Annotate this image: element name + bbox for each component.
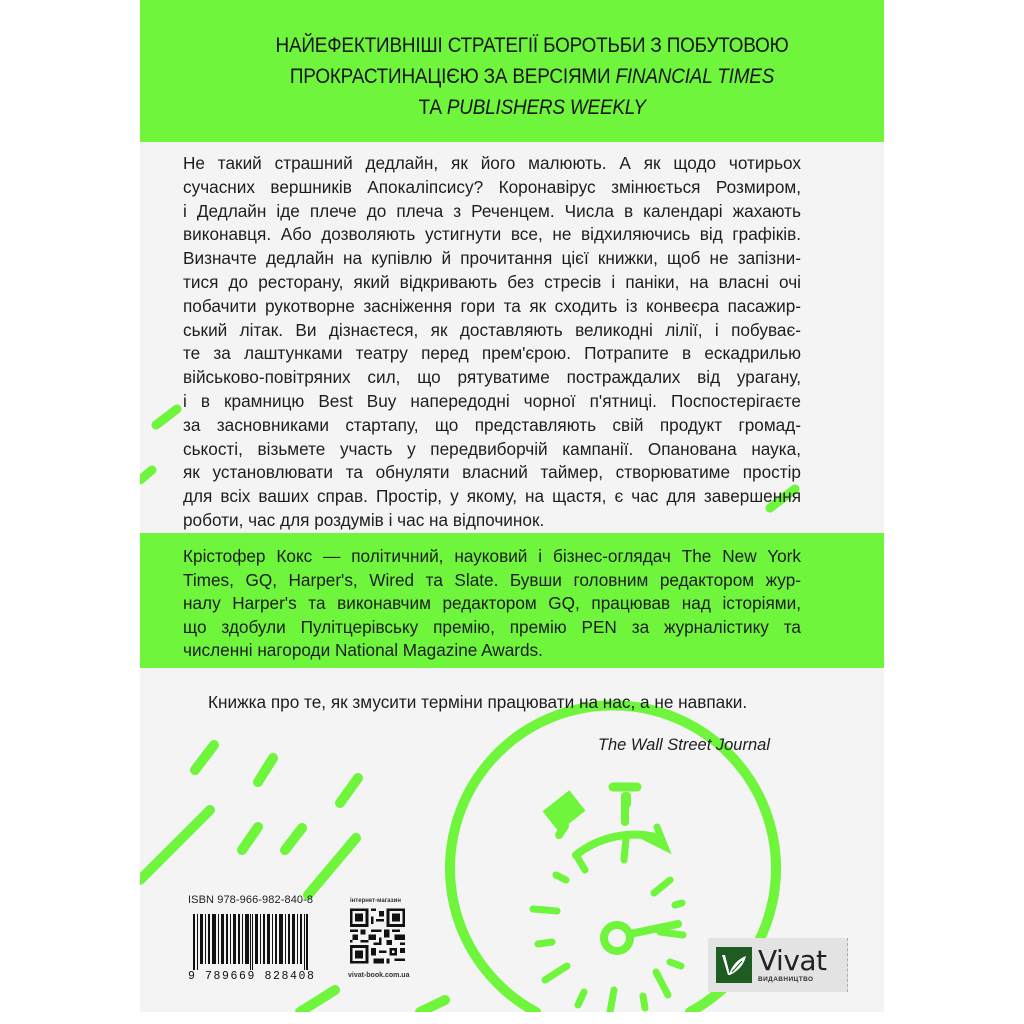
- blurb-line: для всіх ваших справ. Простір, у якому, на щастя, є час для завершення: [183, 486, 801, 507]
- blurb-line: військово-повітряних сил, що рятуватиме постраждалих від урагану,: [183, 367, 801, 388]
- quote-source: The Wall Street Journal: [597, 736, 770, 754]
- blurb-line: ський літак. Ви дізнаєтеся, як доставляють великодні лілії, і побуває-: [183, 319, 801, 340]
- bio-line: налу Harper's та виконавчим редактором GQ, працював над історіями,: [183, 593, 801, 614]
- headline-line-3: [418, 92, 645, 123]
- blurb-line: за засновниками стартапу, що представляють свій продукт громад-: [183, 414, 801, 435]
- publisher-subtitle: ВИДАВНИЦТВО: [758, 976, 814, 983]
- author-bio: [183, 545, 801, 663]
- blurb-line: побачити рукотворне засніження гори та як сходить із конвеєра пасажир-: [183, 295, 801, 316]
- blurb-line: сучасних вершників Апокаліпсису? Коронавірус змінюється Розмиром,: [183, 176, 801, 197]
- qr-code-icon[interactable]: [350, 908, 405, 964]
- isbn-label: ISBN 978-966-982-840-8: [188, 894, 314, 906]
- headline-text: ТА: [418, 95, 447, 119]
- blurb-line: як установлювати та обнуляти власний таймер, створюватиме простір: [183, 462, 801, 483]
- blurb-line: і в крамницю Best Buy напередодні чорної п'ятниці. Поспостерігаєте: [183, 390, 801, 411]
- headline-line-1: [275, 30, 788, 61]
- book-back-cover: [140, 0, 884, 1012]
- headline-line-2: [290, 61, 774, 92]
- bio-line: Times, GQ, Harper's, Wired та Slate. Бувши головним редактором жур-: [183, 569, 801, 590]
- bio-line: що здобули Пулітцерівську премію, премію PEN за журналістику та: [183, 616, 801, 637]
- headline-italic: PUBLISHERS WEEKLY: [446, 95, 646, 119]
- bio-line: численні нагороди National Magazine Awards.: [183, 640, 543, 661]
- feather-logo-icon: [716, 947, 752, 983]
- bio-line: Крістофер Кокс — політичний, науковий і бізнес-оглядач The New York: [183, 546, 801, 566]
- headline-italic: FINANCIAL TIMES: [615, 64, 775, 88]
- blurb-line: Не такий страшний дедлайн, як його малюють. А як щодо чотирьох: [183, 153, 801, 173]
- headline-band: [140, 0, 884, 142]
- barcode-digits: 9 789669 828408: [188, 970, 316, 983]
- qr-label: інтернет-магазин: [350, 898, 401, 904]
- blurb-line: те за лаштунками театру перед прем'єрою. Потрапите в ескадрилью: [183, 343, 801, 364]
- blurb-line: Визначте дедлайн на купівлю й прочитання цієї книжки, щоб не запізни-: [183, 248, 801, 269]
- author-bio-band: [140, 533, 884, 668]
- blurb-line: ськості, візьмете участь у передвиборчій кампанії. Опанована наука,: [183, 438, 801, 459]
- review-quote: Книжка про те, як змусити терміни працювати на нас, а не навпаки.: [208, 692, 748, 712]
- qr-url: vivat-book.com.ua: [348, 972, 410, 979]
- book-blurb: [183, 152, 801, 533]
- blurb-line: роботи, час для роздумів і час на відпочинок.: [183, 509, 545, 530]
- headline-text: НАЙЕФЕКТИВНІШІ СТРАТЕГІЇ БОРОТЬБИ З ПОБУТОВОЮ: [275, 33, 789, 57]
- blurb-line: виконавця. Або дозволяють устигнути все, не відхиляючись від графіків.: [183, 224, 801, 245]
- headline-text: ПРОКРАСТИНАЦІЄЮ ЗА ВЕРСІЯМИ: [289, 64, 616, 88]
- publisher-logo: [708, 938, 848, 992]
- publisher-name: Vivat: [758, 944, 827, 977]
- blurb-line: тися до ресторану, який відкривають без стресів і паніки, на власні очі: [183, 271, 801, 292]
- barcode-icon: [193, 914, 308, 970]
- blurb-line: і Дедлайн іде плече до плеча з Реченцем. Числа в календарі жахають: [183, 200, 801, 221]
